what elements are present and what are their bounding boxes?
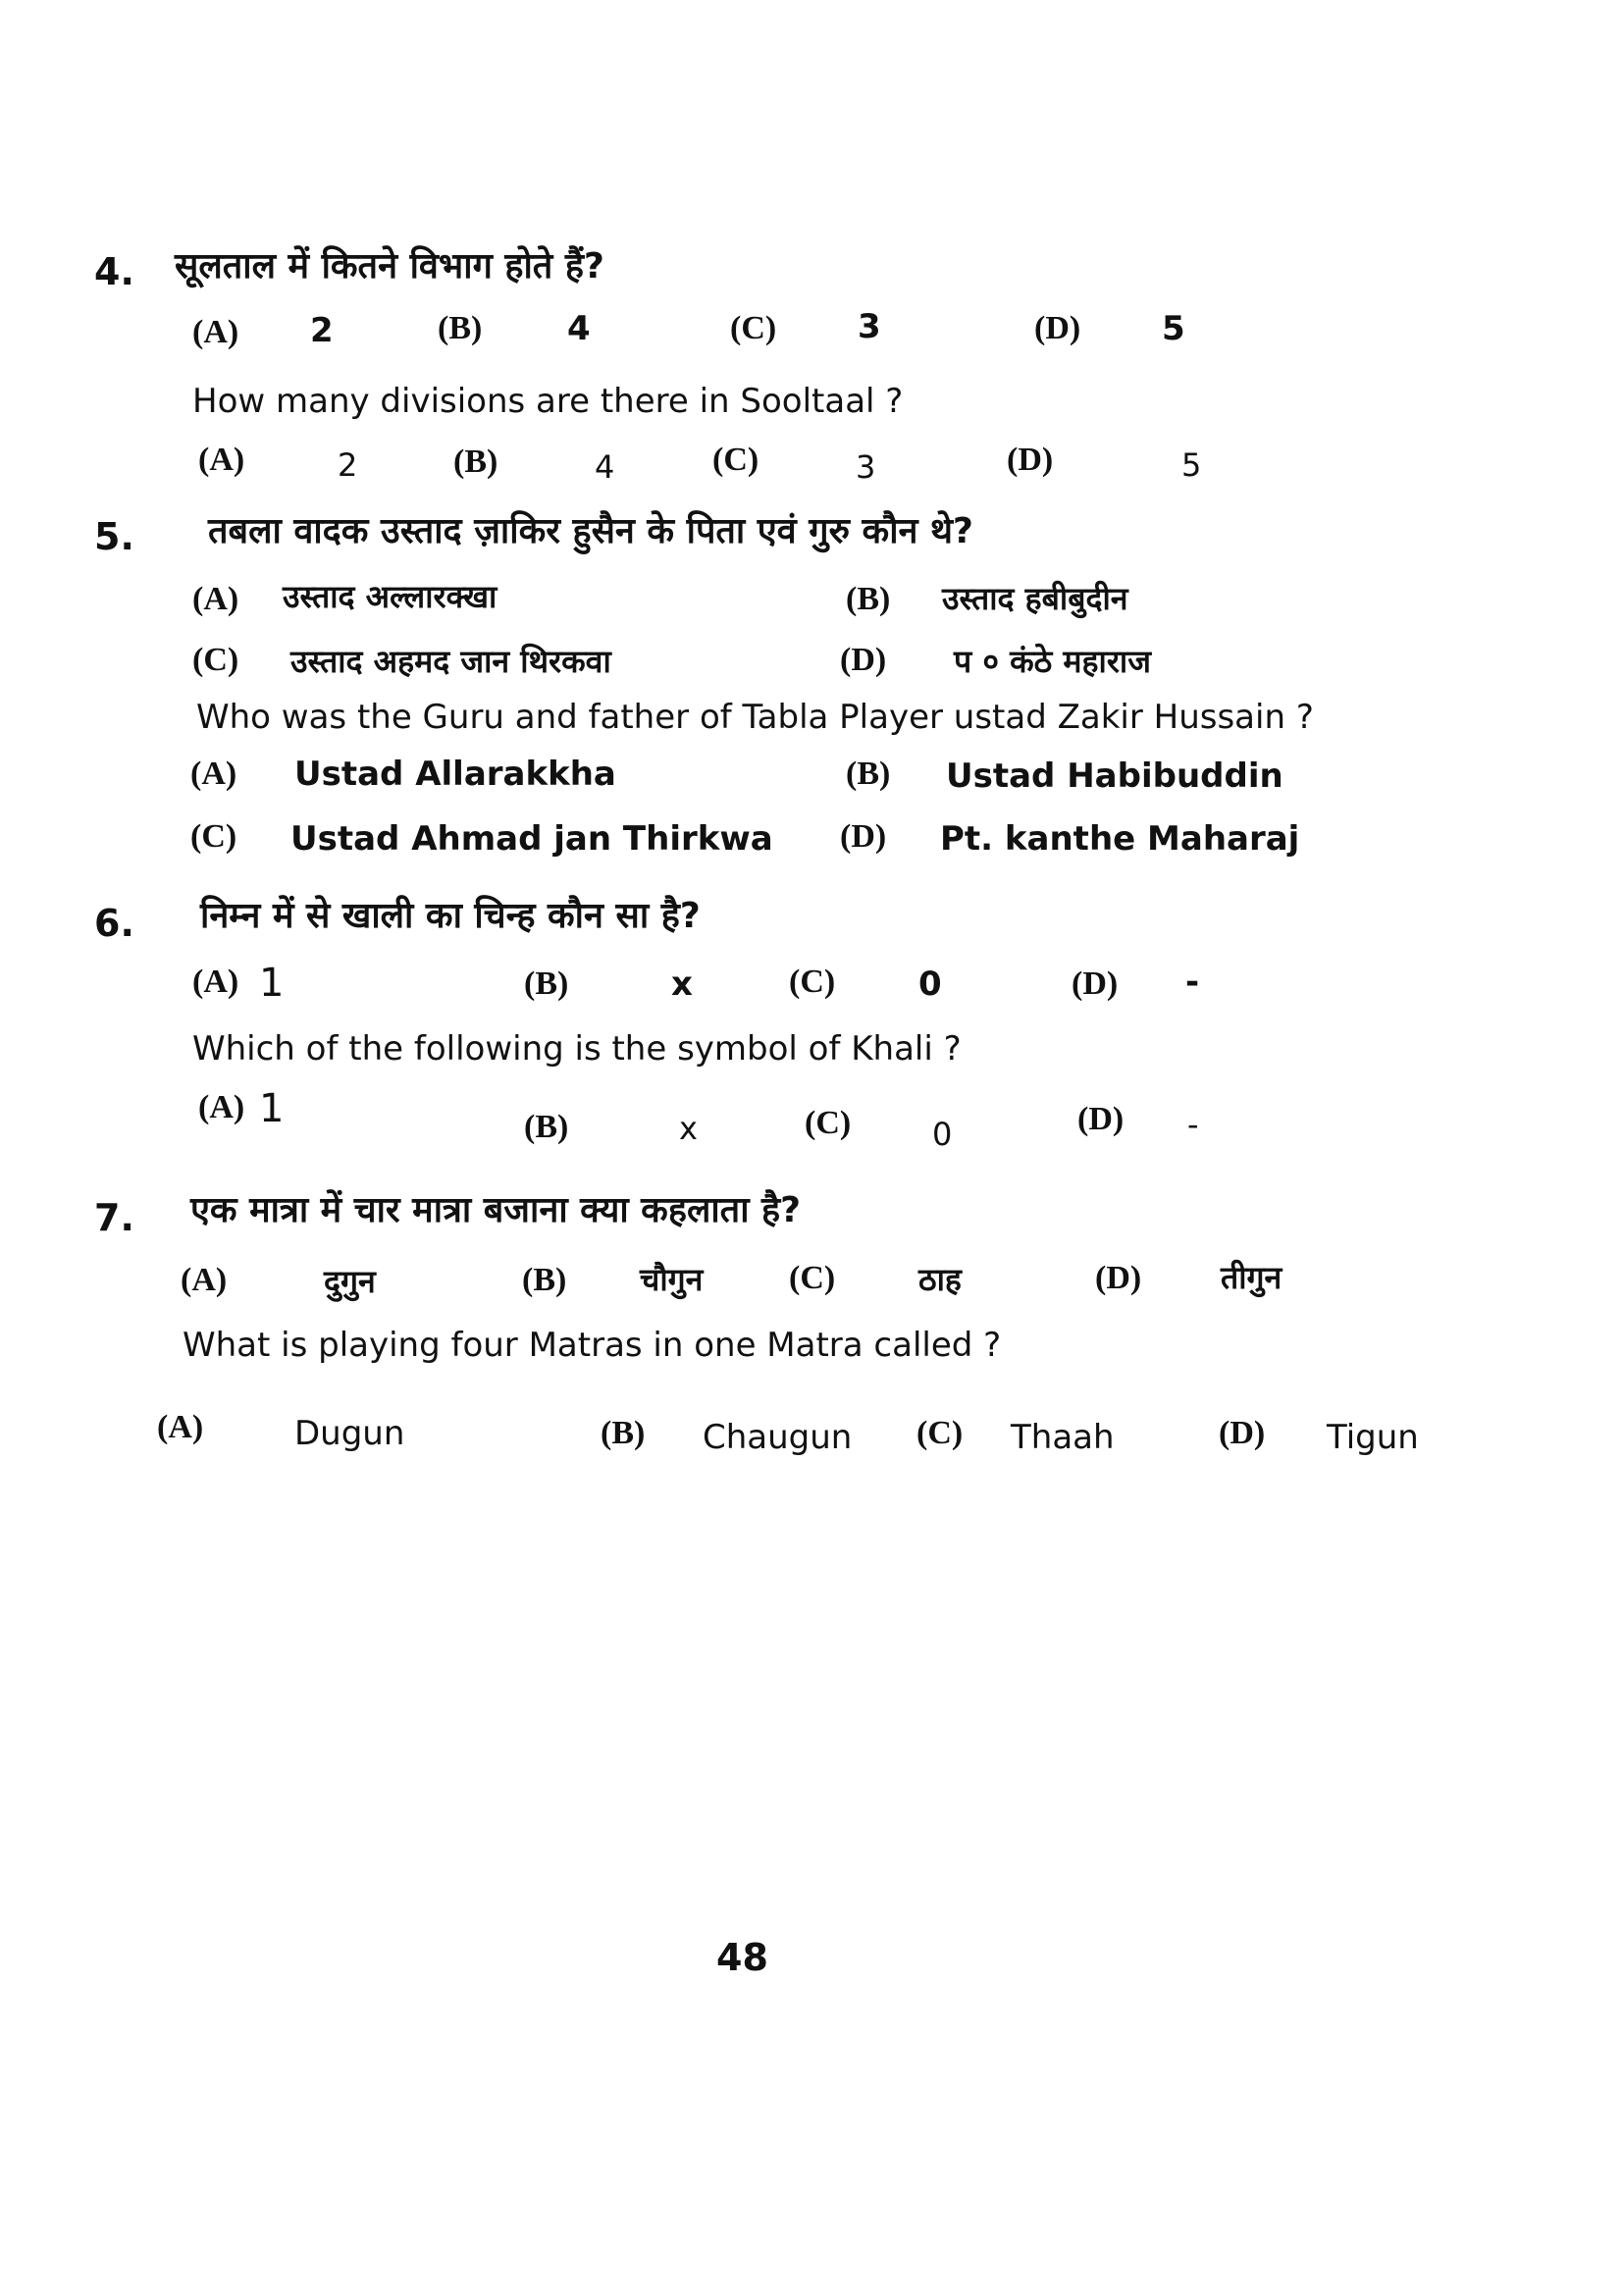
q5-en-option-c-label: (C) (190, 818, 237, 855)
q6-en-option-a-label: (A) (198, 1089, 245, 1125)
question-6-hindi: निम्न में से खाली का चिन्ह कौन सा है? (200, 896, 701, 936)
q6-hi-option-a-value: 1 (259, 961, 285, 1006)
q5-hi-option-c-label: (C) (192, 642, 239, 678)
q4-hi-option-b-value: 4 (567, 309, 591, 348)
q6-en-option-d-label: (D) (1077, 1101, 1125, 1137)
q5-en-option-b-value: Ustad Habibuddin (946, 757, 1283, 796)
q7-en-option-a-value: Dugun (294, 1414, 405, 1453)
q7-hi-option-d-value: तीगुन (1221, 1259, 1282, 1296)
q5-en-option-c-value: Ustad Ahmad jan Thirkwa (290, 819, 773, 859)
q5-en-option-d-label: (D) (840, 818, 887, 855)
q6-hi-option-d-value: - (1185, 963, 1200, 1002)
question-6-english: Which of the following is the symbol of Khali ? (192, 1029, 962, 1069)
q7-hi-option-b-value: चौगुन (640, 1261, 704, 1298)
q4-hi-option-c-label: (C) (730, 310, 777, 346)
q5-hi-option-b-label: (B) (846, 581, 891, 617)
q7-hi-option-a-value: दुगुन (324, 1263, 376, 1300)
q7-hi-option-c-value: ठाह (918, 1261, 962, 1298)
q4-hi-option-d-value: 5 (1162, 309, 1185, 348)
q5-hi-option-d-label: (D) (840, 642, 887, 678)
q4-en-option-b-label: (B) (453, 444, 498, 480)
question-7-hindi: एक मात्रा में चार मात्रा बजाना क्या कहलाता है? (190, 1190, 802, 1230)
q4-en-option-c-label: (C) (712, 442, 759, 478)
q5-en-option-a-value: Ustad Allarakkha (294, 755, 616, 794)
q4-en-option-d-label: (D) (1007, 442, 1054, 478)
q7-hi-option-b-label: (B) (522, 1262, 567, 1298)
question-5-hindi: तबला वादक उस्ताद ज़ाकिर हुसैन के पिता एवं गुरु कौन थे? (208, 511, 973, 551)
q4-hi-option-d-label: (D) (1034, 310, 1081, 346)
q6-en-option-b-label: (B) (524, 1109, 569, 1145)
q4-en-option-b-value: 4 (595, 448, 615, 486)
question-7-number: 7. (94, 1196, 134, 1239)
q6-en-option-b-value: x (679, 1110, 698, 1147)
q7-en-option-c-label: (C) (916, 1415, 964, 1451)
q5-hi-option-b-value: उस्ताद हबीबुदीन (942, 580, 1128, 617)
question-7-english: What is playing four Matras in one Matra called ? (183, 1326, 1002, 1365)
question-6-number: 6. (94, 902, 134, 945)
q4-hi-option-c-value: 3 (858, 307, 881, 346)
q6-hi-option-b-label: (B) (524, 965, 569, 1002)
question-5-english: Who was the Guru and father of Tabla Player ustad Zakir Hussain ? (196, 698, 1314, 737)
q5-en-option-a-label: (A) (190, 756, 237, 792)
q6-en-option-c-value: 0 (932, 1116, 953, 1153)
q6-hi-option-d-label: (D) (1072, 965, 1119, 1002)
q7-en-option-b-value: Chaugun (703, 1418, 853, 1457)
question-5-number: 5. (94, 515, 134, 558)
question-4-english: How many divisions are there in Sooltaal ? (192, 382, 904, 421)
question-4-number: 4. (94, 250, 134, 293)
q6-hi-option-b-value: x (671, 965, 693, 1004)
q5-hi-option-a-label: (A) (192, 581, 239, 617)
q5-hi-option-a-value: उस्ताद अल्लारक्खा (283, 578, 497, 615)
q7-hi-option-a-label: (A) (181, 1262, 228, 1298)
q4-en-option-d-value: 5 (1181, 446, 1202, 484)
q5-en-option-b-label: (B) (846, 756, 891, 792)
q6-en-option-c-label: (C) (805, 1105, 852, 1141)
q7-en-option-b-label: (B) (601, 1415, 646, 1451)
q6-hi-option-a-label: (A) (192, 964, 239, 1000)
q6-en-option-d-value: - (1187, 1106, 1199, 1143)
q5-en-option-d-value: Pt. kanthe Maharaj (940, 819, 1300, 859)
q4-en-option-c-value: 3 (856, 448, 876, 486)
q6-hi-option-c-value: 0 (918, 965, 942, 1004)
q4-en-option-a-label: (A) (198, 442, 245, 478)
q6-en-option-a-value: 1 (259, 1086, 285, 1131)
q7-en-option-c-value: Thaah (1011, 1418, 1115, 1457)
q5-hi-option-c-value: उस्ताद अहमद जान थिरकवा (290, 643, 611, 680)
q5-hi-option-d-value: प ० कंठे महाराज (954, 643, 1151, 680)
q7-hi-option-d-label: (D) (1095, 1260, 1142, 1296)
q6-hi-option-c-label: (C) (789, 964, 836, 1000)
q4-en-option-a-value: 2 (338, 446, 358, 484)
q4-hi-option-a-value: 2 (310, 311, 334, 350)
q7-en-option-d-value: Tigun (1327, 1418, 1419, 1457)
q4-hi-option-b-label: (B) (438, 310, 483, 346)
q7-en-option-a-label: (A) (157, 1409, 204, 1445)
q4-hi-option-a-label: (A) (192, 314, 239, 350)
q7-en-option-d-label: (D) (1219, 1415, 1266, 1451)
q7-hi-option-c-label: (C) (789, 1260, 836, 1296)
question-4-hindi: सूलताल में कितने विभाग होते हैं? (175, 246, 604, 287)
page-number: 48 (716, 1936, 768, 1979)
